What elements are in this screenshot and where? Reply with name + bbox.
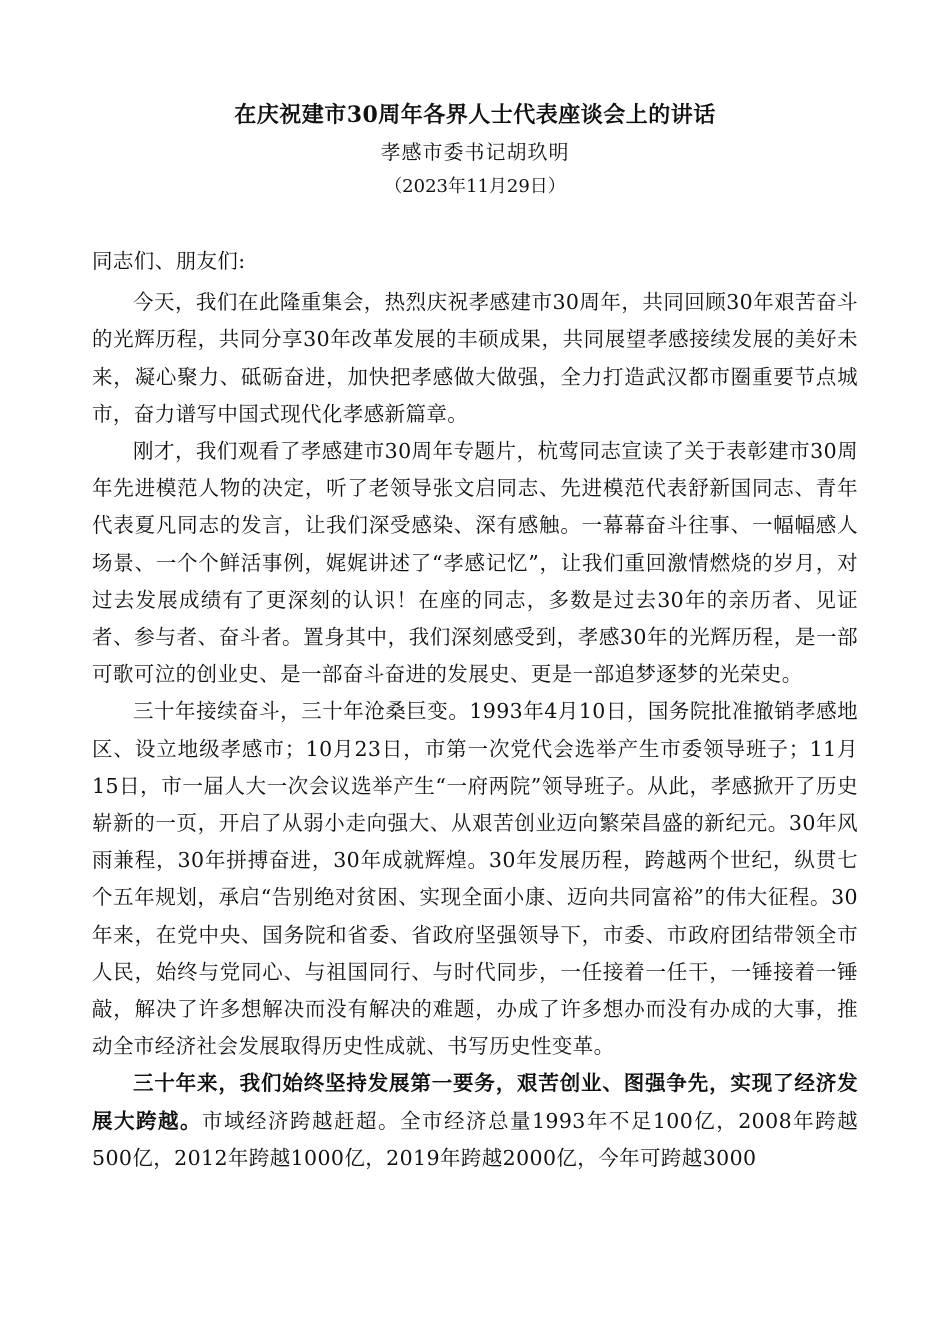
paragraph-history: 三十年接续奋斗，三十年沧桑巨变。1993年4月10日，国务院批准撤销孝感地区、设立地级孝感市；10月23日，市第一次党代会选举产生市委领导班子；11月15日，市一届人大一次会议选举产生“一府两院”领导班子。从此，孝感掀开了历史崭新的一页，开启了从弱小走向强大、从艰苦创业迈向繁荣昌盛的新纪元。30年风雨兼程，30年拼搏奋进，30年成就辉煌。30年发展历程，跨越两个世纪，纵贯七个五年规划，承启“告别绝对贫困、实现全面小康、迈向共同富裕”的伟大征程。30年来，在党中央、国务院和省委、省政府坚强领导下，市委、市政府团结带领全市人民，始终与党同心、与祖国同行、与时代同步，一任接着一任干，一锤接着一锤敲，解决了许多想解决而没有解决的难题，办成了许多想办而没有办成的大事，推动全市经济社会发展取得历史性成就、书写历史性变革。: [92, 699, 858, 1059]
paragraph-continuation: 市域经济跨越赶超。全市经济总量1993年不足100亿，2008年跨越500亿，2012年跨越1000亿，2019年跨越2000亿，今年可跨越3000: [92, 1108, 859, 1170]
greeting: 同志们、朋友们:: [92, 249, 246, 273]
speech-date: （2023年11月29日）: [384, 176, 566, 197]
paragraph-lead-bold: 三十年来，我们始终坚持发展第一要务，艰苦创业、图强争先，实现了经济发展大跨越。: [92, 1071, 858, 1133]
paragraph-video-reflection: 刚才，我们观看了孝感建市30周年专题片，杭莺同志宣读了关于表彰建市30周年先进模范人物的决定，听了老领导张文启同志、先进模范代表舒新国同志、青年代表夏凡同志的发言，让我们深受感染、深有感触。一幕幕奋斗往事、一幅幅感人场景、一个个鲜活事例，娓娓讲述了“孝感记忆”，让我们重回激情燃烧的岁月，对过去发展成绩有了更深刻的认识！在座的同志，多数是过去30年的亲历者、见证者、参与者、奋斗者。置身其中，我们深刻感受到，孝感30年的光辉历程，是一部可歌可泣的创业史、是一部奋斗奋进的发展史、更是一部追梦逐梦的光荣史。: [92, 439, 858, 687]
paragraph-economic-leap: [92, 1065, 858, 1177]
speech-body: [92, 243, 858, 1177]
speaker-line: 孝感市委书记胡玖明: [380, 140, 570, 164]
speech-title: 在庆祝建市30周年各界人士代表座谈会上的讲话: [234, 102, 716, 128]
paragraph-opening: 今天，我们在此隆重集会，热烈庆祝孝感建市30周年，共同回顾30年艰苦奋斗的光辉历程，共同分享30年改革发展的丰硕成果，共同展望孝感接续发展的美好未来，凝心聚力、砥砺奋进，加快把孝感做大做强，全力打造武汉都市圈重要节点城市，奋力谱写中国式现代化孝感新篇章。: [92, 290, 858, 426]
